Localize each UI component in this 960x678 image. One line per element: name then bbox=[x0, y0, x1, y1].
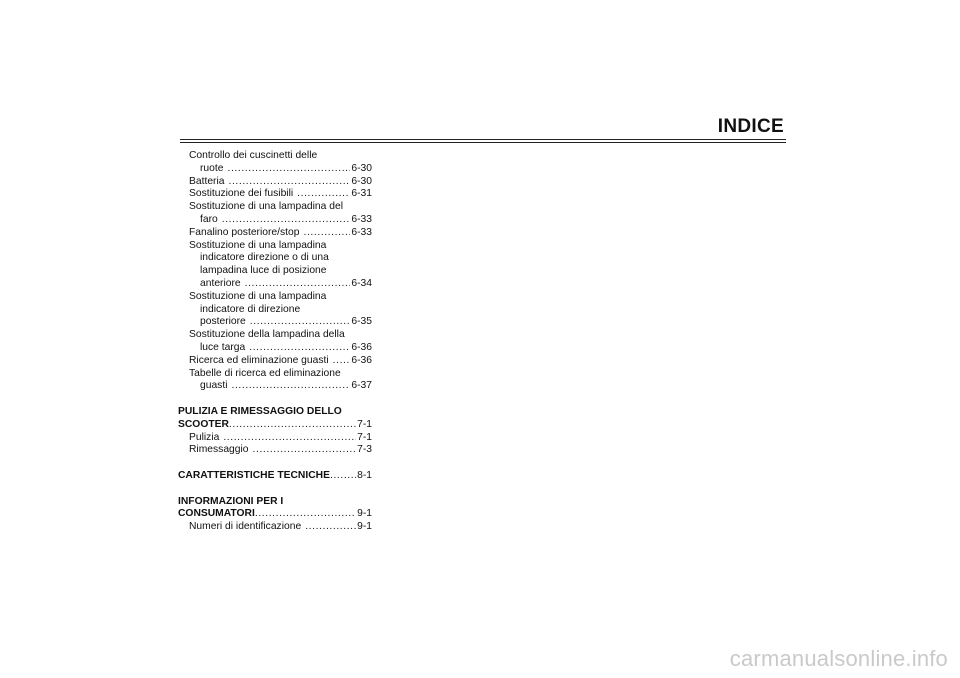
toc-entry-title: Tabelle di ricerca ed eliminazione bbox=[189, 367, 341, 379]
toc-page-number: 7-1 bbox=[357, 418, 372, 430]
toc-page-number: 6-35 bbox=[351, 316, 372, 328]
toc-dot-leader bbox=[222, 214, 351, 227]
toc-entry-title: anteriore bbox=[200, 277, 241, 289]
toc-section-entry bbox=[178, 188, 372, 201]
toc-dot-leader bbox=[245, 278, 351, 291]
table-of-contents bbox=[178, 150, 372, 534]
watermark-text: carmanualsonline.info bbox=[729, 646, 948, 671]
toc-page-number: 9-1 bbox=[357, 521, 372, 533]
header-rule-top bbox=[180, 139, 786, 140]
toc-page-number: 8-1 bbox=[357, 469, 372, 481]
toc-entry-line bbox=[178, 214, 372, 227]
toc-entry-title: CONSUMATORI bbox=[178, 508, 255, 520]
toc-entry-title: INFORMAZIONI PER I bbox=[178, 495, 284, 507]
toc-section-entry bbox=[178, 355, 372, 368]
toc-entry-line bbox=[178, 355, 372, 368]
toc-page-number: 6-37 bbox=[351, 380, 372, 392]
toc-dot-leader bbox=[227, 163, 350, 176]
toc-entry-title: SCOOTER bbox=[178, 418, 229, 430]
toc-spacer bbox=[178, 457, 372, 470]
toc-page-number: 6-36 bbox=[351, 354, 372, 366]
toc-dot-leader bbox=[249, 342, 350, 355]
toc-section-entry bbox=[178, 240, 372, 291]
toc-dot-leader bbox=[330, 470, 356, 483]
toc-section-entry bbox=[178, 444, 372, 457]
toc-entry-title: Sostituzione di una lampadina bbox=[189, 290, 327, 302]
toc-entry-line bbox=[178, 444, 372, 457]
toc-page-number: 6-33 bbox=[351, 213, 372, 225]
toc-section-entry bbox=[178, 432, 372, 445]
toc-dot-leader bbox=[231, 380, 350, 393]
toc-entry-title: luce targa bbox=[200, 341, 246, 353]
page-title: INDICE bbox=[717, 116, 784, 137]
toc-page-number: 9-1 bbox=[357, 508, 372, 520]
toc-section-entry bbox=[178, 201, 372, 227]
toc-dot-leader bbox=[229, 419, 356, 432]
toc-entry-title: Sostituzione di una lampadina del bbox=[189, 201, 343, 213]
toc-dot-leader bbox=[333, 355, 351, 368]
toc-dot-leader bbox=[303, 227, 350, 240]
toc-entry-line bbox=[178, 227, 372, 240]
toc-entry-line bbox=[178, 176, 372, 189]
toc-chapter-entry bbox=[178, 406, 372, 432]
toc-section-entry bbox=[178, 329, 372, 355]
toc-entry-title: indicatore di direzione bbox=[200, 303, 301, 315]
toc-entry-title: Ricerca ed eliminazione guasti bbox=[189, 354, 329, 366]
toc-page-number: 7-3 bbox=[357, 444, 372, 456]
toc-entry-title: ruote bbox=[200, 162, 224, 174]
toc-entry-title: Fanalino posteriore/stop bbox=[189, 226, 300, 238]
toc-section-entry bbox=[178, 150, 372, 176]
toc-entry-title: lampadina luce di posizione bbox=[200, 265, 327, 277]
toc-entry-title: Sostituzione della lampadina della bbox=[189, 329, 345, 341]
toc-dot-leader bbox=[297, 188, 350, 201]
toc-page-number: 7-1 bbox=[357, 431, 372, 443]
toc-entry-title: indicatore direzione o di una bbox=[200, 252, 329, 264]
toc-section-entry bbox=[178, 227, 372, 240]
toc-chapter-entry bbox=[178, 496, 372, 522]
header-rule-bottom bbox=[180, 142, 786, 143]
toc-entry-line bbox=[178, 278, 372, 291]
toc-entry-title: Sostituzione dei fusibili bbox=[189, 188, 294, 200]
toc-entry-title: Rimessaggio bbox=[189, 444, 249, 456]
toc-entry-title: PULIZIA E RIMESSAGGIO DELLO bbox=[178, 405, 342, 417]
toc-page-number: 6-30 bbox=[351, 162, 372, 174]
toc-entry-title: Batteria bbox=[189, 175, 225, 187]
toc-entry-title: faro bbox=[200, 213, 218, 225]
toc-chapter-entry bbox=[178, 470, 372, 483]
toc-entry-line bbox=[178, 470, 372, 483]
toc-section-entry bbox=[178, 521, 372, 534]
toc-entry-line bbox=[178, 521, 372, 534]
toc-entry-line bbox=[178, 432, 372, 445]
toc-section-entry bbox=[178, 368, 372, 394]
toc-entry-line bbox=[178, 380, 372, 393]
toc-entry-line bbox=[178, 188, 372, 201]
toc-spacer bbox=[178, 483, 372, 496]
toc-entry-title: Pulizia bbox=[189, 431, 220, 443]
toc-section-entry bbox=[178, 291, 372, 329]
toc-entry-title: Sostituzione di una lampadina bbox=[189, 239, 327, 251]
toc-page-number: 6-36 bbox=[351, 341, 372, 353]
toc-spacer bbox=[178, 393, 372, 406]
toc-entry-title: guasti bbox=[200, 380, 228, 392]
toc-dot-leader bbox=[250, 316, 351, 329]
toc-entry-title: CARATTERISTICHE TECNICHE bbox=[178, 469, 330, 481]
toc-entry-title: Controllo dei cuscinetti delle bbox=[189, 150, 318, 161]
toc-entry-line bbox=[178, 508, 372, 521]
toc-dot-leader bbox=[223, 432, 356, 445]
toc-page-number: 6-31 bbox=[351, 188, 372, 200]
toc-entry-line bbox=[178, 419, 372, 432]
toc-entry-title: posteriore bbox=[200, 316, 246, 328]
toc-dot-leader bbox=[255, 508, 356, 521]
toc-dot-leader bbox=[229, 176, 351, 189]
toc-section-entry bbox=[178, 176, 372, 189]
toc-dot-leader bbox=[305, 521, 356, 534]
toc-page-number: 6-33 bbox=[351, 226, 372, 238]
toc-entry-title: Numeri di identificazione bbox=[189, 521, 302, 533]
toc-entry-line bbox=[178, 342, 372, 355]
toc-page-number: 6-30 bbox=[351, 175, 372, 187]
toc-entry-line bbox=[178, 316, 372, 329]
toc-dot-leader bbox=[253, 444, 357, 457]
toc-entry-line bbox=[178, 163, 372, 176]
toc-page-number: 6-34 bbox=[351, 277, 372, 289]
